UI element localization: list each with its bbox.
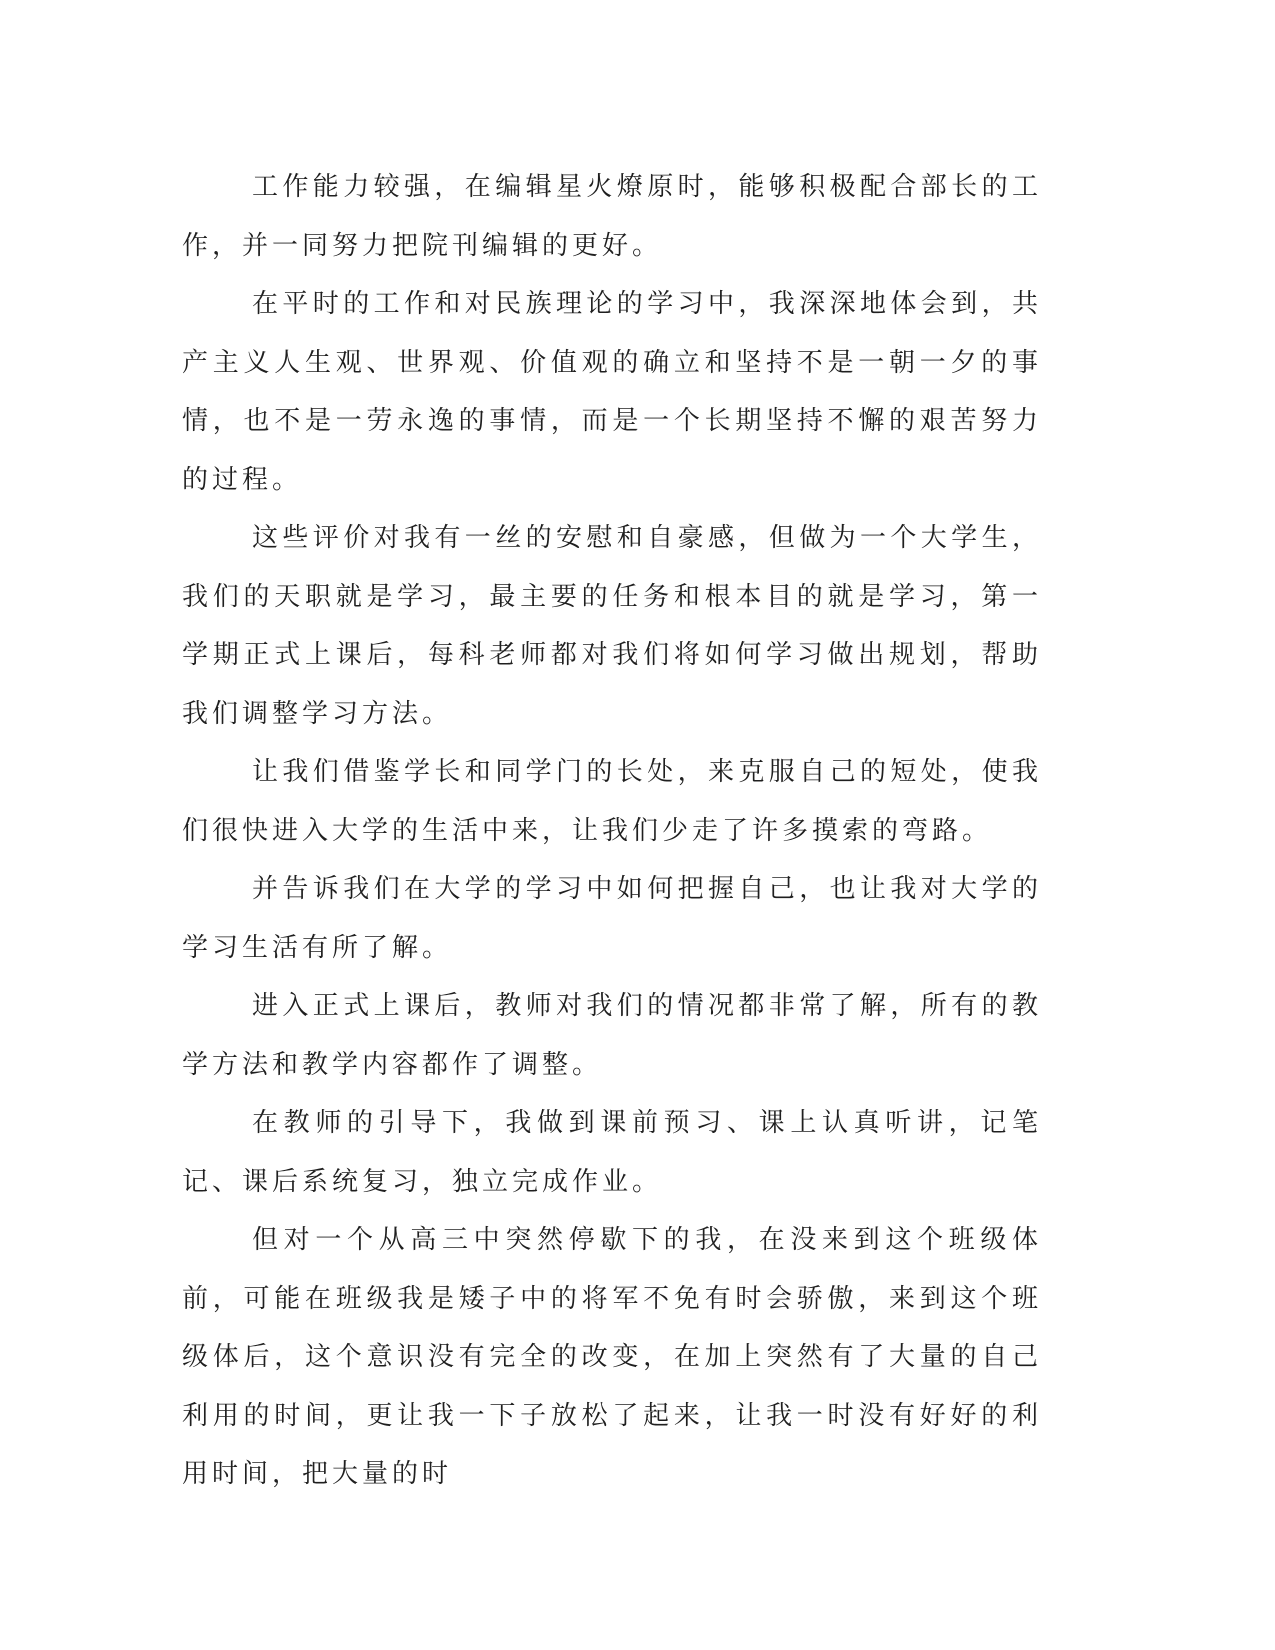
paragraph-4: 让我们借鉴学长和同学门的长处，来克服自己的短处，使我们很快进入大学的生活中来，让我们少走了许多摸索的弯路。 (182, 757, 1042, 846)
paragraph-3: 这些评价对我有一丝的安慰和自豪感，但做为一个大学生，我们的天职就是学习，最主要的任务和根本目的就是学习，第一学期正式上课后，每科老师都对我们将如何学习做出规划，帮助我们调整学习方法。 (182, 523, 1042, 729)
paragraph-7: 在教师的引导下，我做到课前预习、课上认真听讲，记笔记、课后系统复习，独立完成作业。 (182, 1108, 1042, 1197)
paragraph-8: 但对一个从高三中突然停歇下的我，在没来到这个班级体前，可能在班级我是矮子中的将军不免有时会骄傲，来到这个班级体后，这个意识没有完全的改变，在加上突然有了大量的自己利用的时间，更让我一下子放松了起来，让我一时没有好好的利用时间，把大量的时 (182, 1225, 1042, 1489)
paragraph-1: 工作能力较强，在编辑星火燎原时，能够积极配合部长的工作，并一同努力把院刊编辑的更好。 (182, 172, 1042, 261)
document-body (182, 158, 1042, 1504)
paragraph-6: 进入正式上课后，教师对我们的情况都非常了解，所有的教学方法和教学内容都作了调整。 (182, 991, 1042, 1080)
paragraph-5: 并告诉我们在大学的学习中如何把握自己，也让我对大学的学习生活有所了解。 (182, 874, 1042, 963)
paragraph-2: 在平时的工作和对民族理论的学习中，我深深地体会到，共产主义人生观、世界观、价值观的确立和坚持不是一朝一夕的事情，也不是一劳永逸的事情，而是一个长期坚持不懈的艰苦努力的过程。 (182, 289, 1042, 495)
